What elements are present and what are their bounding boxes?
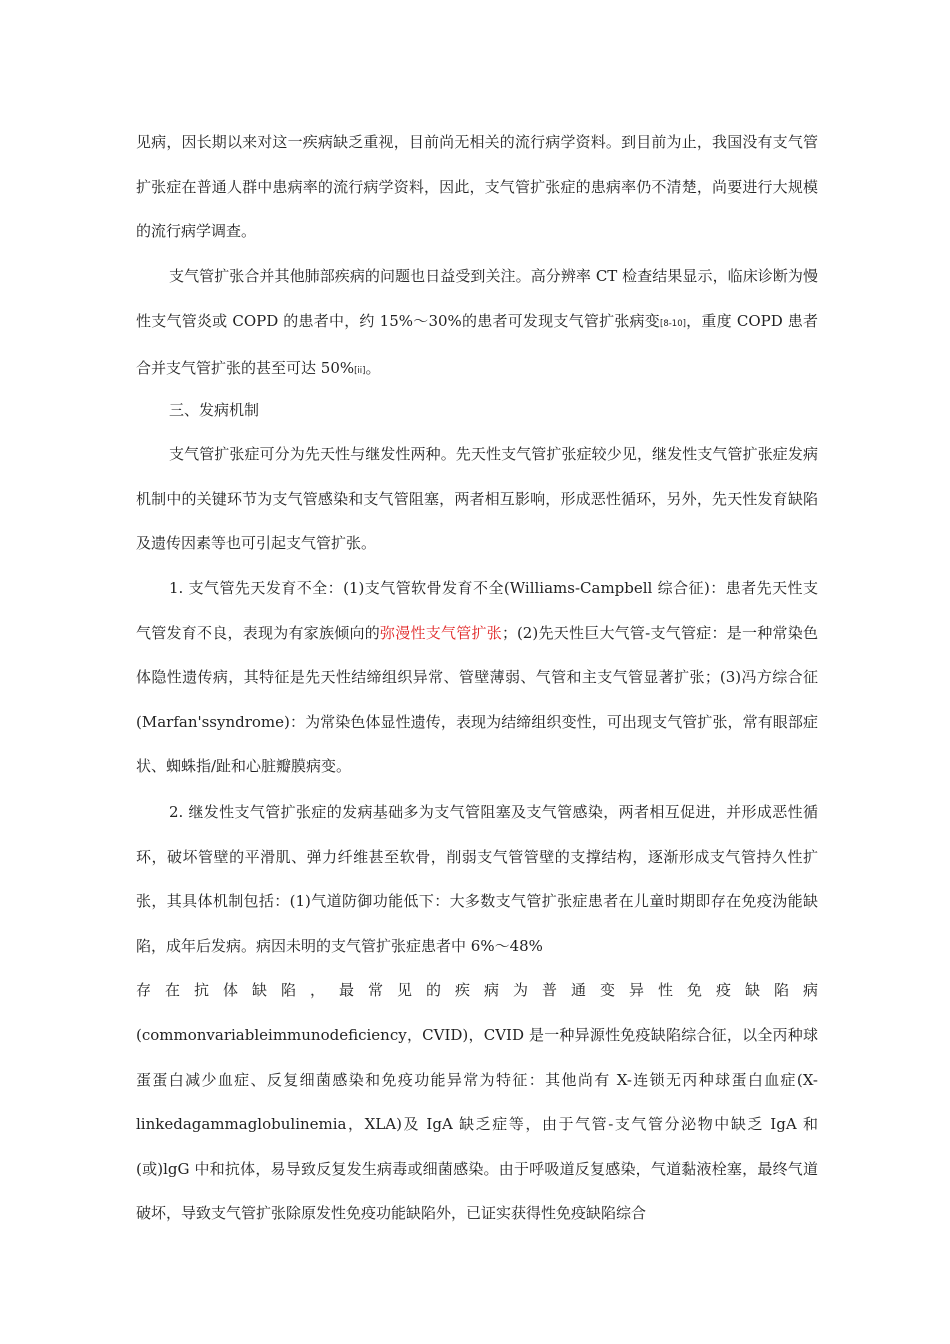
paragraph-4 <box>136 566 818 789</box>
paragraph-1: 见病，因长期以来对这一疾病缺乏重视，目前尚无相关的流行病学资料。到目前为止，我国没有支气管扩张症在普通人群中患病率的流行病学资料，因此，支气管扩张症的患病率仍不清楚，尚要进行大规模的流行病学调查。 <box>136 133 818 241</box>
paragraph-comorbidity <box>136 254 818 394</box>
paragraph-5-spread-line: 存在抗体缺陷，最常见的疾病为普通变异性免疫缺陷病 <box>136 981 818 1000</box>
citation-8-10: [8-10] <box>660 318 686 329</box>
paragraph-congenital <box>136 566 818 789</box>
paragraph-epidemiology <box>136 120 818 254</box>
section-heading-pathogenesis: 三、发病机制 <box>169 401 260 419</box>
paragraph-5-part-2: (commonvariableimmunodeficiency，CVID)，CVID 是一种异源性免疫缺陷综合征，以全丙种球蛋蛋白减少血症、反复细菌感染和免疫功能异常为特征：其他尚有 X-连锁无丙种球蛋白血症(X-linkedagammaglobulinemia，XLA)及 IgA 缺乏症等，由于气管-支气管分泌物中缺乏 IgA 和(或)lgG 中和抗体，易导致反复发生病毒或细菌感染。由于呼吸道反复感染，气道黏液栓塞，最终气道破坏，导致支气管扩张除原发性免疫功能缺陷外，已证实获得性免疫缺陷综合 <box>136 1025 818 1223</box>
highlighted-term: 弥漫性支气管扩张 <box>379 623 502 642</box>
paragraph-4-text-a: 1. 支气管先天发育不全：(1)支气管软骨发育不全(Williams-Campbell 综合征)：患者先天性支气管发育不良，表现为有家族倾向的 <box>136 579 818 642</box>
paragraph-4-text-b: ；(2)先天性巨大气管-支气管症：是一种常染色体隐性遗传病，其特征是先天性结缔组织异常、管壁薄弱、气管和主支气管显著扩张；(3)冯方综合征(Marfan'ssyndrome)：为常染色体显性遗传，表现为结缔组织变性，可出现支气管扩张，常有眼部症状、蜘蛛指/趾和心脏瓣膜病变。 <box>136 623 818 776</box>
paragraph-2-text-c: 。 <box>365 359 381 378</box>
paragraph-2-text-b: ，重度 COPD 患者合并支气管扩张的甚至可达 50% <box>136 311 818 378</box>
section-heading-block <box>136 388 818 433</box>
paragraph-3: 支气管扩张症可分为先天性与继发性两种。先天性支气管扩张症较少见，继发性支气管扩张症发病机制中的关键环节为支气管感染和支气管阻塞，两者相互影响，形成恶性循环，另外，先天性发育缺陷及遗传因素等也可引起支气管扩张。 <box>136 445 818 553</box>
paragraph-2-text-a: 支气管扩张合并其他肺部疾病的问题也日益受到关注。高分辨率 CT 检查结果显示，临床诊断为慢性支气管炎或 COPD 的患者中，约 15%～30%的患者可发现支气管扩张病变 <box>136 267 818 330</box>
paragraph-pathogenesis-intro <box>136 432 818 566</box>
paragraph-secondary <box>136 790 818 1236</box>
citation-ii: [ii] <box>354 366 366 377</box>
paragraph-2 <box>136 254 818 394</box>
paragraph-5-part-1: 2. 继发性支气管扩张症的发病基础多为支气管阻塞及支气管感染，两者相互促进，并形成恶性循环，破坏管壁的平滑肌、弹力纤维甚至软骨，削弱支气管管壁的支撑结构，逐渐形成支气管持久性扩张，其具体机制包括：(1)气道防御功能低下：大多数支气管扩张症患者在儿童时期即存在免疫沩能缺陷，成年后发病。病因未明的支气管扩张症患者中 6%～48% <box>136 803 818 955</box>
